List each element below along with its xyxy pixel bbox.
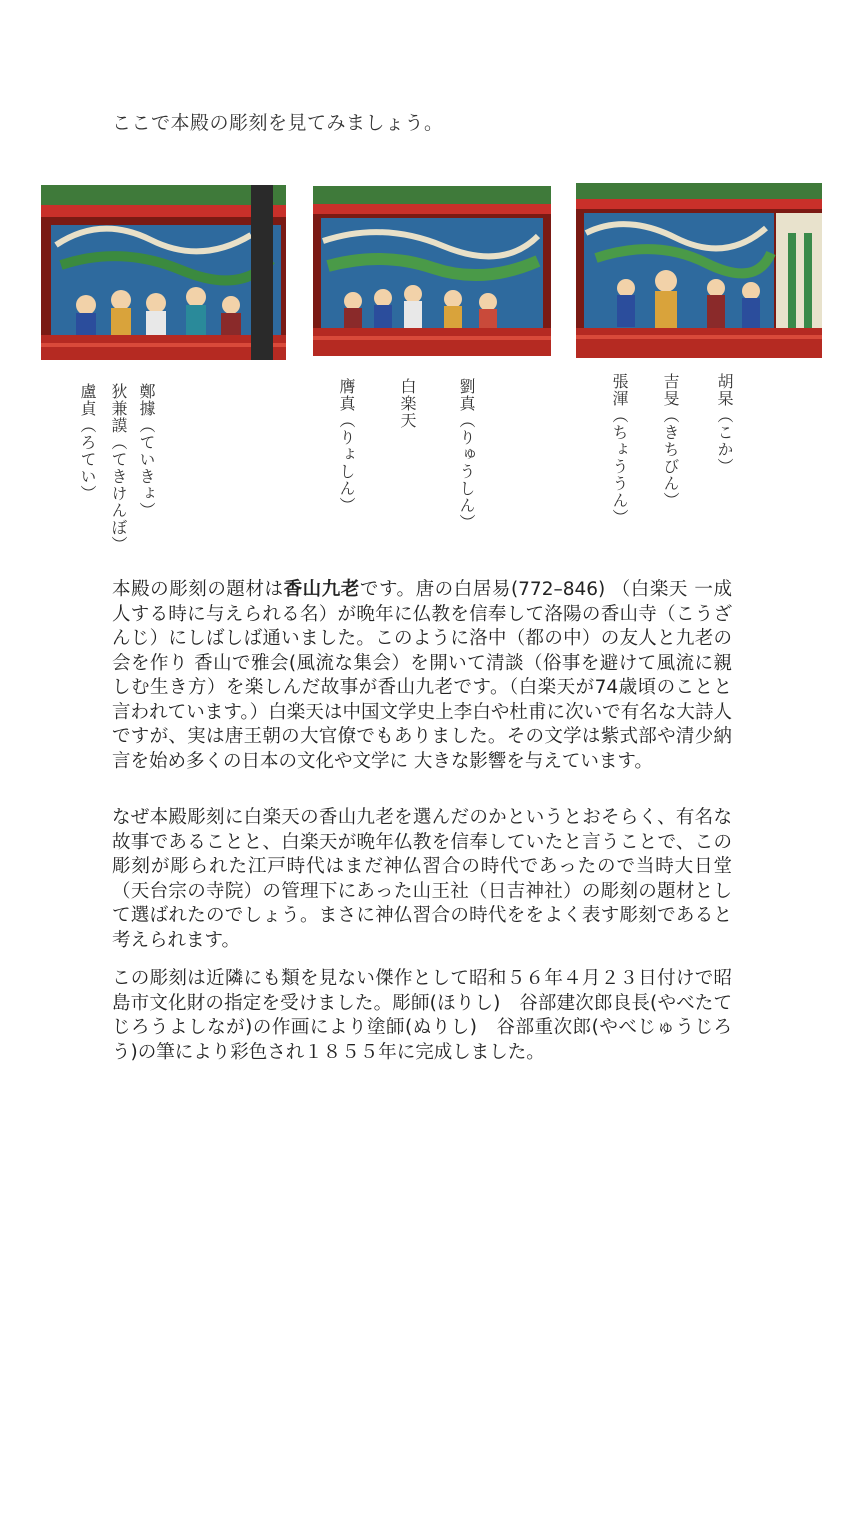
caption-ko-ka: 胡杲（こか）	[715, 373, 734, 475]
carving-photo-right	[576, 183, 822, 358]
caption-tei-kyo: 鄭據（ていきょ）	[137, 383, 156, 519]
keyword-kozan-kuro: 香山九老	[283, 579, 360, 600]
caption-kichi-bin: 吉旻（きちびん）	[661, 373, 680, 509]
paragraph-reason: なぜ本殿彫刻に白楽天の香山九老を選んだのかというとおそらく、有名な故事であることと、白楽天が晩年仏教を信奉していたと言うことで、この彫刻が彫られた江戸時代はまだ神仏習合の時代であったので当時大日堂（天台宗の寺院）の管理下にあった山王社（日吉神社）の彫刻の題材として選ばれたのでしょう。まさに神仏習合の時代ををよく表す彫刻であると考えられます。	[112, 807, 732, 951]
caption-ro-tei: 盧貞（ろてい）	[78, 383, 97, 502]
caption-ryo-shin: 膺真（りょしん）	[337, 378, 356, 514]
carving-photo-left	[41, 185, 286, 360]
caption-teki-kenbo: 狄兼謨（てきけんぼ）	[109, 383, 128, 553]
caption-haku-rakuten: 白楽天	[398, 378, 417, 429]
carving-photo-center	[313, 186, 551, 356]
paragraph-subject-lead: 本殿の彫刻の題材は	[112, 579, 284, 600]
paragraph-subject	[112, 578, 732, 774]
paragraph-designation: この彫刻は近隣にも類を見ない傑作として昭和５６年４月２３日付けで昭島市文化財の指定を受けました。彫師(ほりし) 谷部建次郎良長(やべたてじろうよしなが)の作画により塗師(ぬりし) 谷部重次郎(やべじゅうじろう)の筆により彩色され１８５５年に完成しました。	[112, 968, 732, 1063]
caption-ryu-shin: 劉真（りゅうしん）	[457, 378, 476, 531]
paragraph-subject-rest: です。唐の白居易(772–846) （白楽天 一成人する時に与えられる名）が晩年に仏教を信奉して洛陽の香山寺（こうざんじ）にしばしば通いました。このように洛中（都の中）の友人と九老の会を作り 香山で雅会(風流な集会）を開いて清談（俗事を避けて風流に親しむ生き方）を楽しんだ故事が香山九老です。（白楽天が74歳頃のことと言われています。）白楽天は中国文学史上李白や杜甫に次いで有名な大詩人ですが、実は唐王朝の大官僚でもありました。その文学は紫式部や清少納言を始め多くの日本の文化や文学に 大きな影響を与えています。	[112, 579, 732, 772]
caption-cho-un: 張渾（ちょううん）	[610, 373, 629, 526]
intro-text: ここで本殿の彫刻を見てみましょう。	[112, 112, 444, 134]
